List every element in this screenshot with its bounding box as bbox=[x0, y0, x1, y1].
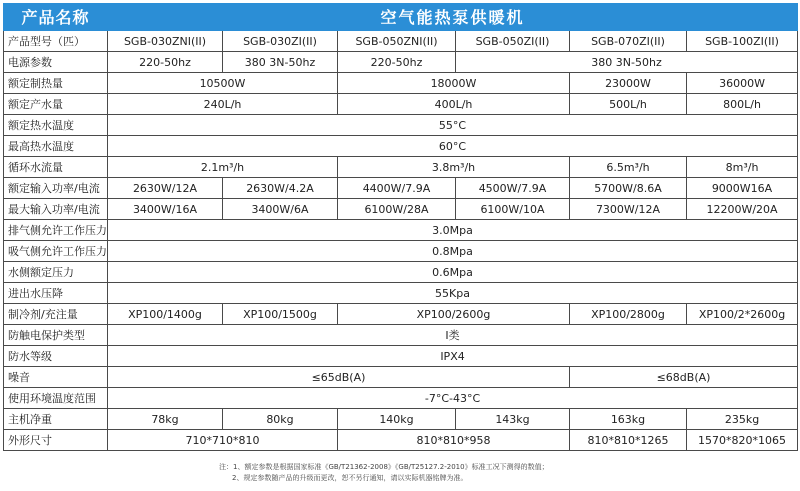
row-refrigerant bbox=[4, 304, 798, 325]
row-discharge-pressure bbox=[4, 220, 798, 241]
cell: 380 3N-50hz bbox=[456, 52, 798, 73]
header-row bbox=[4, 4, 798, 31]
row-label: 循环水流量 bbox=[4, 157, 108, 178]
cell: IPX4 bbox=[108, 346, 798, 367]
cell: 18000W bbox=[338, 73, 570, 94]
cell: ≤68dB(A) bbox=[570, 367, 798, 388]
cell: 3400W/6A bbox=[223, 199, 338, 220]
cell: 800L/h bbox=[687, 94, 798, 115]
row-waterproof bbox=[4, 346, 798, 367]
row-water-output bbox=[4, 94, 798, 115]
cell: 2.1m³/h bbox=[108, 157, 338, 178]
row-label: 外形尺寸 bbox=[4, 430, 108, 451]
row-label: 吸气侧允许工作压力 bbox=[4, 241, 108, 262]
cell: SGB-100ZI(II) bbox=[687, 31, 798, 52]
cell: -7°C-43°C bbox=[108, 388, 798, 409]
row-water-pressure bbox=[4, 262, 798, 283]
cell: 2630W/12A bbox=[108, 178, 223, 199]
cell: 36000W bbox=[687, 73, 798, 94]
cell: ≤65dB(A) bbox=[108, 367, 570, 388]
cell: 143kg bbox=[456, 409, 570, 430]
footnote-2: 2、规定参数随产品的升级而更改，恕不另行通知，请以实际机器铭牌为准。 bbox=[232, 474, 468, 482]
row-label: 水侧额定压力 bbox=[4, 262, 108, 283]
row-heating-capacity bbox=[4, 73, 798, 94]
row-label: 制冷剂/充注量 bbox=[4, 304, 108, 325]
cell: 9000W16A bbox=[687, 178, 798, 199]
cell: 8m³/h bbox=[687, 157, 798, 178]
cell: 380 3N-50hz bbox=[223, 52, 338, 73]
cell: XP100/1500g bbox=[223, 304, 338, 325]
cell: 6100W/10A bbox=[456, 199, 570, 220]
spec-table bbox=[3, 3, 798, 451]
cell: 0.8Mpa bbox=[108, 241, 798, 262]
cell: 2630W/4.2A bbox=[223, 178, 338, 199]
cell: 710*710*810 bbox=[108, 430, 338, 451]
cell: 4500W/7.9A bbox=[456, 178, 570, 199]
cell: 1570*820*1065 bbox=[687, 430, 798, 451]
row-label: 额定制热量 bbox=[4, 73, 108, 94]
cell: XP100/2600g bbox=[338, 304, 570, 325]
cell: 810*810*1265 bbox=[570, 430, 687, 451]
row-label: 电源参数 bbox=[4, 52, 108, 73]
row-suction-pressure bbox=[4, 241, 798, 262]
row-label: 排气侧允许工作压力 bbox=[4, 220, 108, 241]
row-dimensions bbox=[4, 430, 798, 451]
row-label: 进出水压降 bbox=[4, 283, 108, 304]
cell: SGB-070ZI(II) bbox=[570, 31, 687, 52]
row-rated-water-temp bbox=[4, 115, 798, 136]
row-rated-input bbox=[4, 178, 798, 199]
cell: 10500W bbox=[108, 73, 338, 94]
cell: 55°C bbox=[108, 115, 798, 136]
cell: XP100/2800g bbox=[570, 304, 687, 325]
cell: 7300W/12A bbox=[570, 199, 687, 220]
cell: 810*810*958 bbox=[338, 430, 570, 451]
row-noise bbox=[4, 367, 798, 388]
cell: 6100W/28A bbox=[338, 199, 456, 220]
cell: 3400W/16A bbox=[108, 199, 223, 220]
cell: 78kg bbox=[108, 409, 223, 430]
row-max-water-temp bbox=[4, 136, 798, 157]
cell: 55Kpa bbox=[108, 283, 798, 304]
row-label: 最大输入功率/电流 bbox=[4, 199, 108, 220]
row-model bbox=[4, 31, 798, 52]
cell: 60°C bbox=[108, 136, 798, 157]
row-label: 额定热水温度 bbox=[4, 115, 108, 136]
cell: XP100/2*2600g bbox=[687, 304, 798, 325]
cell: XP100/1400g bbox=[108, 304, 223, 325]
cell: 4400W/7.9A bbox=[338, 178, 456, 199]
label-column-title: 产品名称 bbox=[4, 4, 108, 31]
cell: 3.8m³/h bbox=[338, 157, 570, 178]
product-title: 空气能热泵供暖机 bbox=[108, 4, 798, 31]
cell: 220-50hz bbox=[338, 52, 456, 73]
row-power-supply bbox=[4, 52, 798, 73]
cell: 5700W/8.6A bbox=[570, 178, 687, 199]
cell: 0.6Mpa bbox=[108, 262, 798, 283]
row-label: 额定产水量 bbox=[4, 94, 108, 115]
cell: SGB-050ZI(II) bbox=[456, 31, 570, 52]
cell: 3.0Mpa bbox=[108, 220, 798, 241]
cell: 140kg bbox=[338, 409, 456, 430]
row-net-weight bbox=[4, 409, 798, 430]
row-label: 防水等级 bbox=[4, 346, 108, 367]
row-label: 使用环境温度范围 bbox=[4, 388, 108, 409]
cell: SGB-030ZNI(II) bbox=[108, 31, 223, 52]
cell: 80kg bbox=[223, 409, 338, 430]
cell: SGB-050ZNI(II) bbox=[338, 31, 456, 52]
row-max-input bbox=[4, 199, 798, 220]
footnote-1: 注：1、额定参数是根据国家标准《GB/T21362-2008》《GB/T25127.2-2010》标准工况下测得的数值； bbox=[219, 463, 549, 471]
cell: 500L/h bbox=[570, 94, 687, 115]
row-label: 最高热水温度 bbox=[4, 136, 108, 157]
row-ambient-range bbox=[4, 388, 798, 409]
cell: 220-50hz bbox=[108, 52, 223, 73]
row-label: 产品型号（匹） bbox=[4, 31, 108, 52]
cell: 235kg bbox=[687, 409, 798, 430]
row-shock-protection bbox=[4, 325, 798, 346]
row-label: 主机净重 bbox=[4, 409, 108, 430]
row-circulation-flow bbox=[4, 157, 798, 178]
cell: SGB-030ZI(II) bbox=[223, 31, 338, 52]
row-label: 额定输入功率/电流 bbox=[4, 178, 108, 199]
row-label: 防触电保护类型 bbox=[4, 325, 108, 346]
cell: 163kg bbox=[570, 409, 687, 430]
row-pressure-drop bbox=[4, 283, 798, 304]
cell: 240L/h bbox=[108, 94, 338, 115]
cell: 6.5m³/h bbox=[570, 157, 687, 178]
cell: 400L/h bbox=[338, 94, 570, 115]
cell: I类 bbox=[108, 325, 798, 346]
row-label: 噪音 bbox=[4, 367, 108, 388]
cell: 23000W bbox=[570, 73, 687, 94]
cell: 12200W/20A bbox=[687, 199, 798, 220]
